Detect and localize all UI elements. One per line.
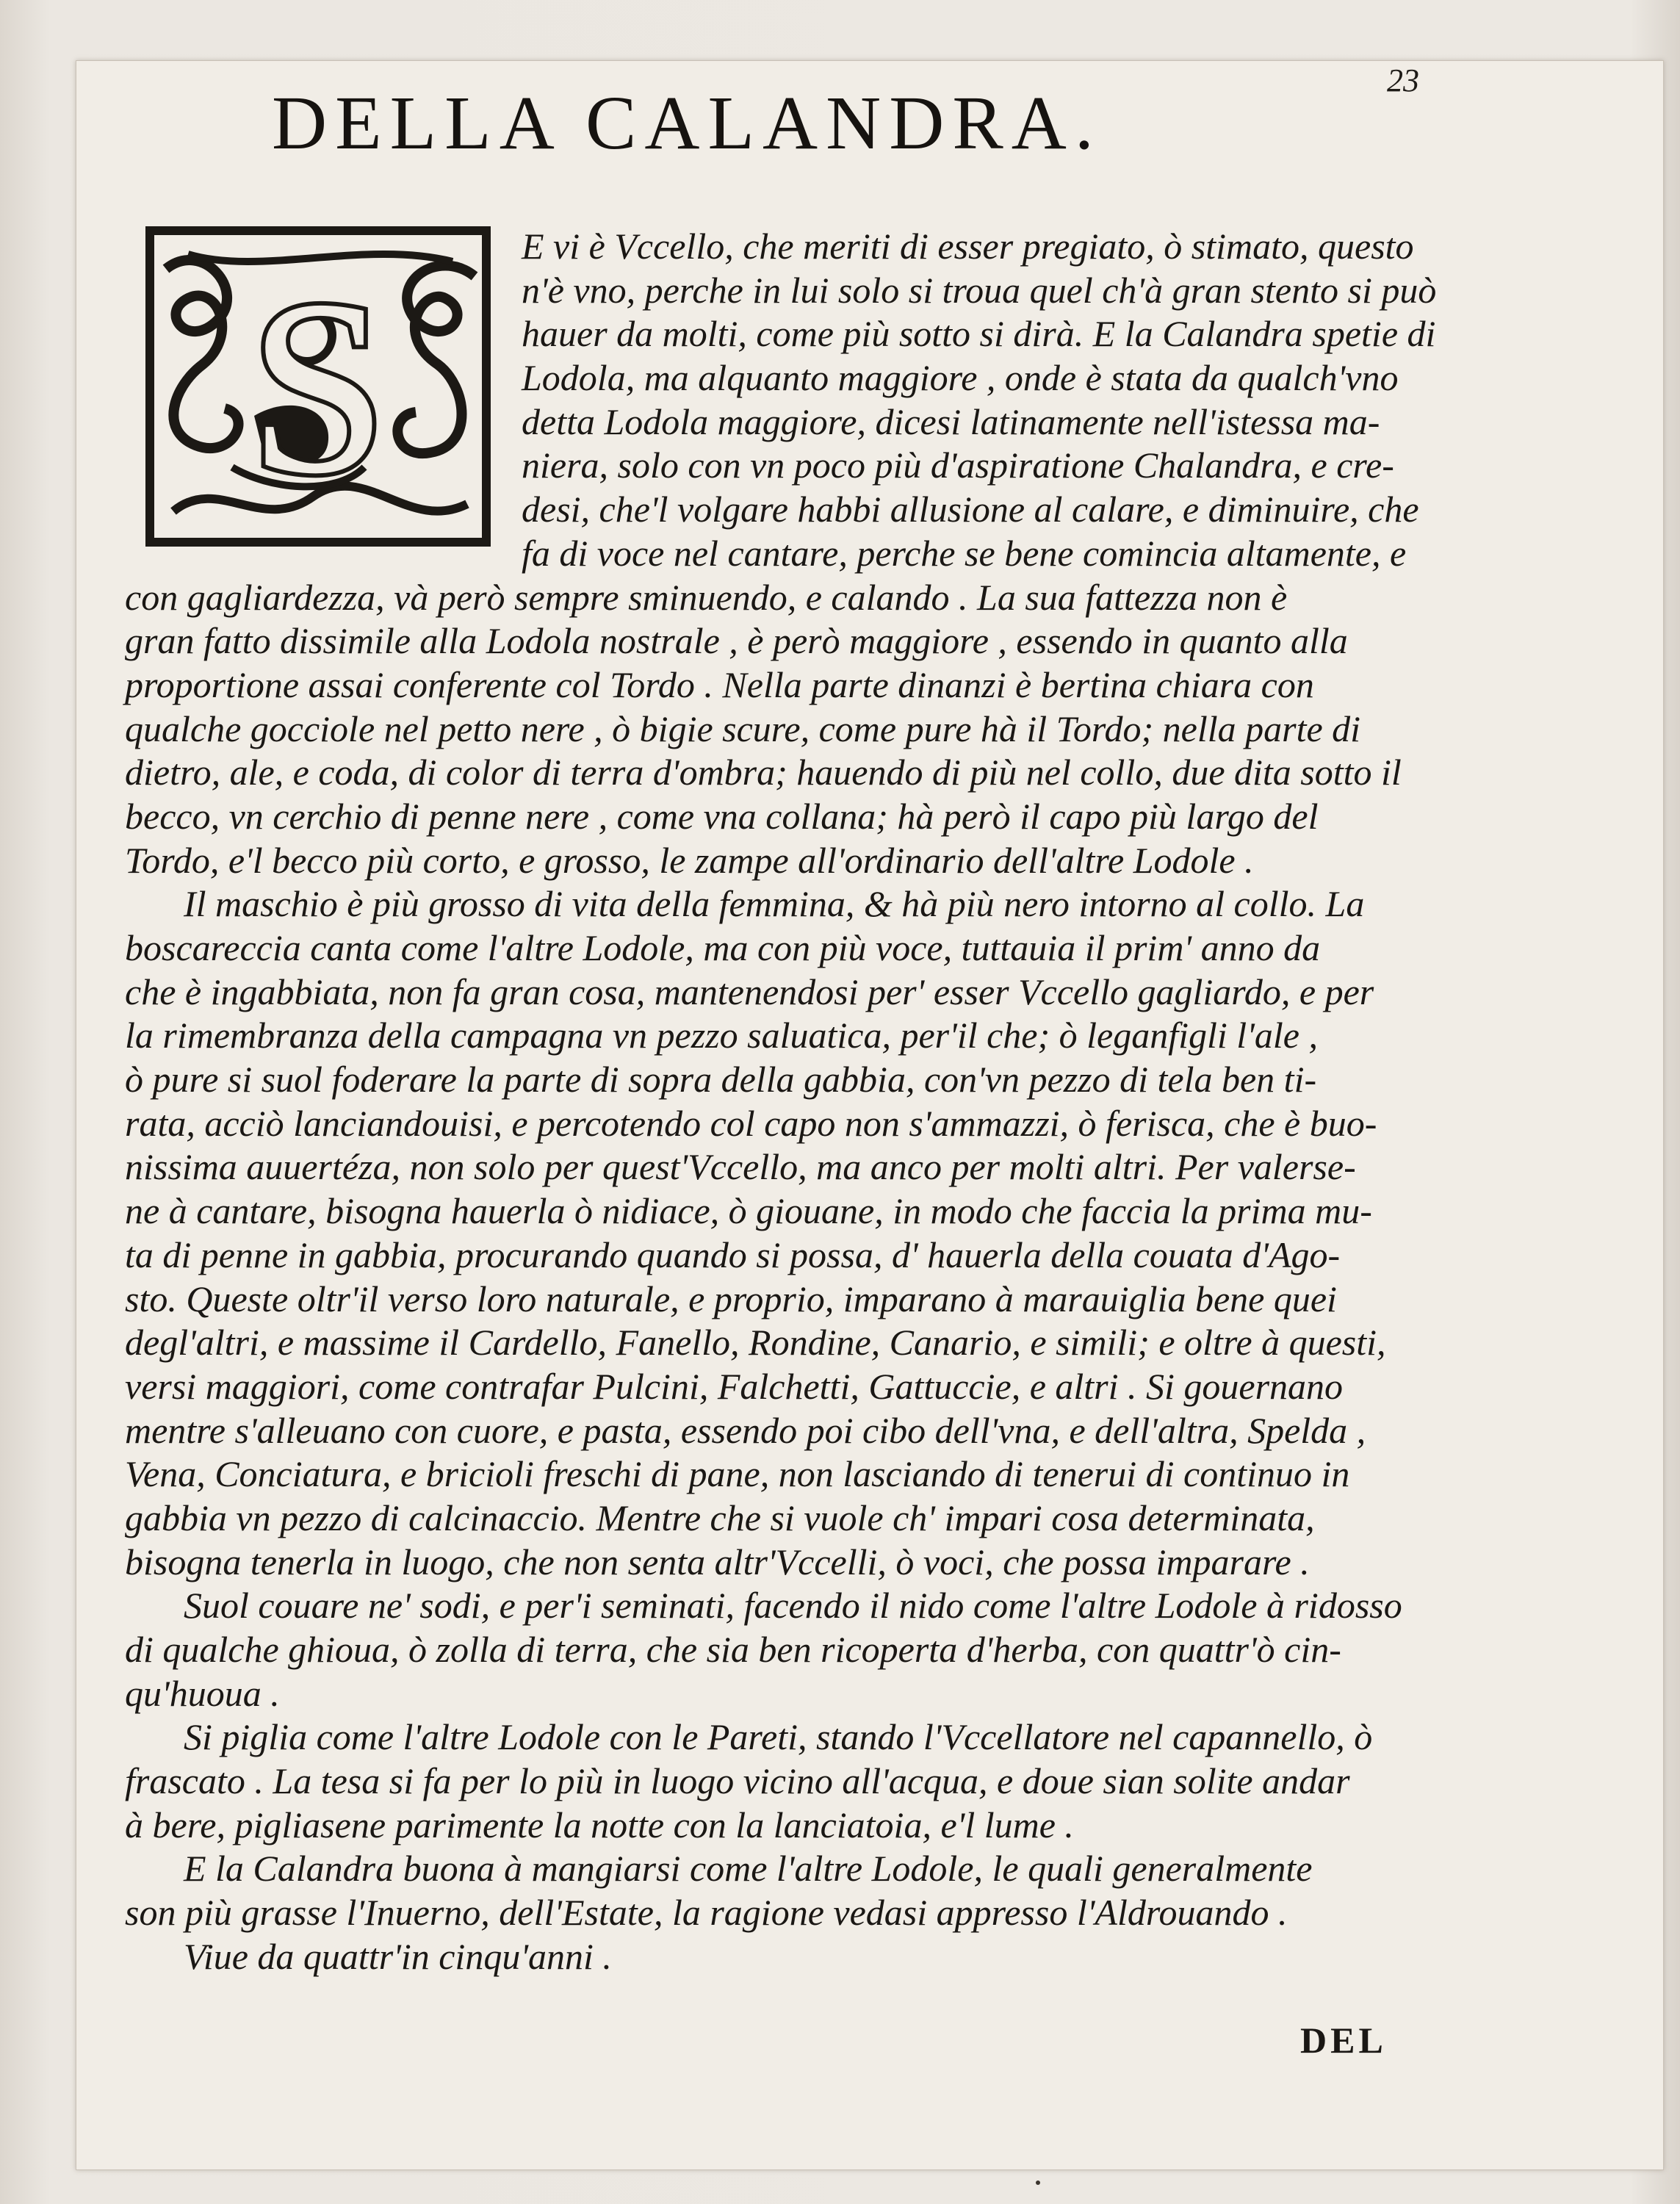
text-line: boscareccia canta come l'altre Lodole, ma con più voce, tuttauia il prim' anno da [125,927,1321,968]
text-line: che è ingabbiata, non fa gran cosa, mantenendosi per' esser Vccello gagliardo, e per [125,970,1374,1012]
paragraph-start: E la Calandra buona à mangiarsi come l'altre Lodole, le quali generalmente [184,1848,1313,1890]
page-title: DELLA CALANDRA. [272,81,1102,165]
text-line: becco, vn cerchio di penne nere , come vna collana; hà però il capo più largo del [125,795,1319,837]
text-line: ta di penne in gabbia, procurando quando si possa, d' hauerla della couata d'Ago- [125,1234,1341,1275]
text-line: mentre s'alleuano con cuore, e pasta, essendo poi cibo dell'vna, e dell'altra, Spelda , [125,1409,1366,1451]
body-text [125,225,1491,1979]
text-line: di qualche ghioua, ò zolla di terra, che sia ben ricoperta d'herba, con quattr'ò cin- [125,1629,1341,1670]
text-line: Vena, Conciatura, e bricioli freschi di pane, non lasciando di tenerui di continuo in [125,1453,1350,1495]
text-line: frascato . La tesa si fa per lo più in luogo vicino all'acqua, e doue sian solite andar [125,1760,1350,1802]
text-line: dietro, ale, e coda, di color di terra d'ombra; hauendo di più nel collo, due dita sotto il [125,752,1402,793]
text-line: niera, solo con vn poco più d'aspiratione Chalandra, e cre- [522,444,1394,486]
text-line: con gagliardezza, và però sempre sminuendo, e calando . La sua fattezza non è [125,576,1288,618]
text-line: degl'altri, e massime il Cardello, Fanello, Rondine, Canario, e simili; e oltre à questi, [125,1322,1386,1364]
text-line: rata, acciò lanciandouisi, e percotendo col capo non s'ammazzi, ò ferisca, che è buo- [125,1102,1377,1144]
text-line: gabbia vn pezzo di calcinaccio. Mentre che si vuole ch' impari cosa determinata, [125,1497,1315,1538]
text-line: Tordo, e'l becco più corto, e grosso, le zampe all'ordinario dell'altre Lodole . [125,839,1254,881]
mount-pin-mark [1036,2180,1040,2185]
text-line: bisogna tenerla in luogo, che non senta altr'Vccelli, ò voci, che possa imparare . [125,1541,1310,1582]
text-line: la rimembranza della campagna vn pezzo saluatica, per'il che; ò leganfigli l'ale , [125,1015,1318,1056]
initial-letter: S [248,248,388,525]
text-line: qu'huoua . [125,1672,280,1714]
text-line: detta Lodola maggiore, dicesi latinamente nell'istessa ma- [522,400,1380,442]
catchword: DEL [1300,2020,1387,2061]
text-line: gran fatto dissimile alla Lodola nostrale , è però maggiore , essendo in quanto alla [125,620,1348,662]
text-line: à bere, pigliasene parimente la notte con la lanciatoia, e'l lume . [125,1804,1074,1845]
text-line: Lodola, ma alquanto maggiore , onde è stata da qualch'vno [522,357,1399,399]
text-line: ò pure si suol foderare la parte di sopra della gabbia, con'vn pezzo di tela ben ti- [125,1059,1317,1101]
text-line: qualche gocciole nel petto nere , ò bigie scure, come pure hà il Tordo; nella parte di [125,707,1361,749]
text-line: son più grasse l'Inuerno, dell'Estate, la ragione vedasi appresso l'Aldrouando . [125,1892,1288,1934]
page-number: 23 [1387,62,1419,98]
text-line: hauer da molti, come più sotto si dirà. E la Calandra spetie di [522,313,1436,355]
text-line: ne à cantare, bisogna hauerla ò nidiace, ò giouane, in modo che faccia la prima mu- [125,1190,1372,1232]
paragraph-start: Viue da quattr'in cinqu'anni . [184,1935,612,1977]
paragraph-start: Si piglia come l'altre Lodole con le Pareti, stando l'Vccellatore nel capannello, ò [184,1716,1373,1758]
text-line: desi, che'l volgare habbi allusione al calare, e diminuire, che [522,489,1419,530]
text-line: nissima auuertéza, non solo per quest'Vccello, ma anco per molti altri. Per valerse- [125,1146,1356,1188]
text-line: sto. Queste oltr'il verso loro naturale, e proprio, imparano à marauiglia bene quei [125,1278,1337,1319]
text-line: proportione assai conferente col Tordo . Nella parte dinanzi è bertina chiara con [125,663,1314,705]
paragraph-start: Il maschio è più grosso di vita della femmina, & hà più nero intorno al collo. La [184,883,1365,925]
text-line: versi maggiori, come contrafar Pulcini, Falchetti, Gattuccie, e altri . Si gouernano [125,1365,1344,1407]
text-line: n'è vno, perche in lui solo si troua quel ch'à gran stento si può [522,269,1437,311]
paragraph-start: Suol couare ne' sodi, e per'i seminati, facendo il nido come l'altre Lodole à ridosso [184,1585,1402,1627]
text-line: E vi è Vccello, che meriti di esser pregiato, ò stimato, questo [522,226,1414,267]
text-line: fa di voce nel cantare, perche se bene comincia altamente, e [522,532,1407,574]
